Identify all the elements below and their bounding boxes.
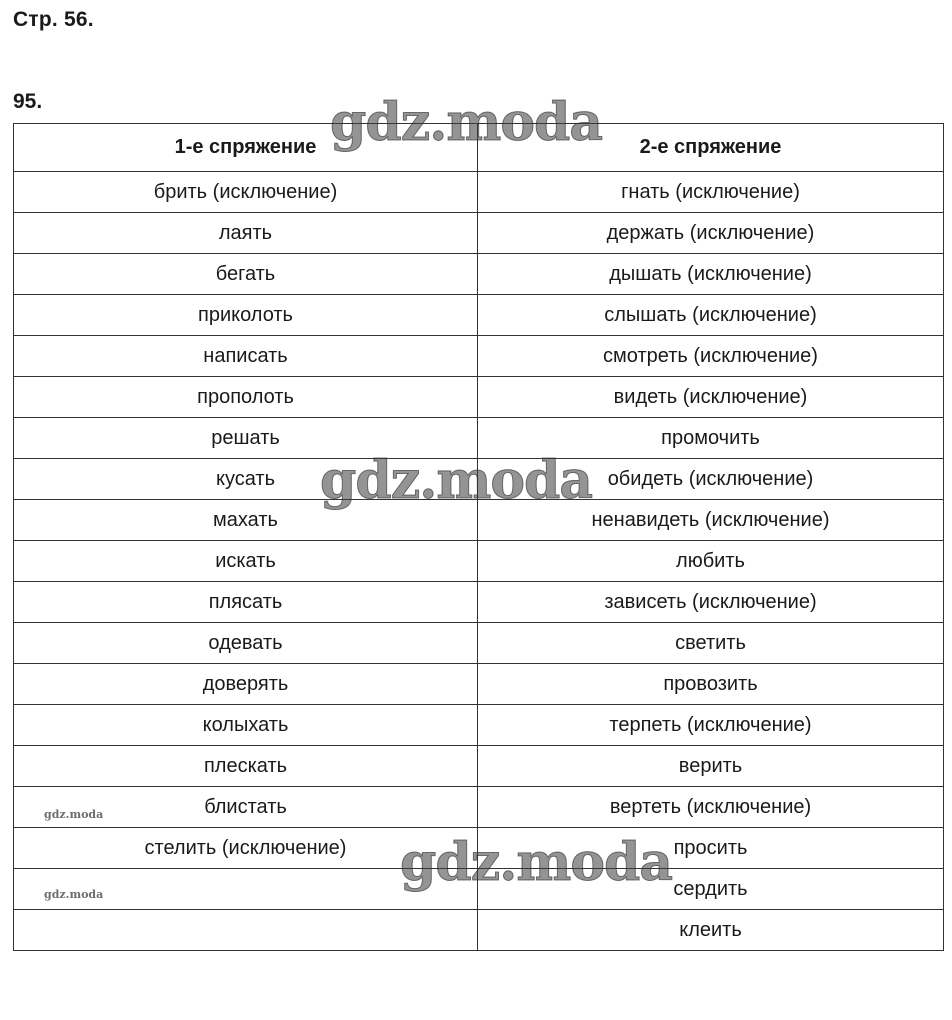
table-row: [14, 213, 944, 254]
cell-first-conjugation: доверять: [14, 664, 478, 705]
cell-first-conjugation: колыхать: [14, 705, 478, 746]
table-row: [14, 787, 944, 828]
cell-first-conjugation: махать: [14, 500, 478, 541]
cell-first-conjugation: блистать: [14, 787, 478, 828]
cell-second-conjugation: зависеть (исключение): [478, 582, 944, 623]
cell-first-conjugation: решать: [14, 418, 478, 459]
cell-first-conjugation: брить (исключение): [14, 172, 478, 213]
table-row: [14, 295, 944, 336]
table-row: [14, 500, 944, 541]
cell-second-conjugation: держать (исключение): [478, 213, 944, 254]
table-row: [14, 418, 944, 459]
table-row: [14, 705, 944, 746]
cell-second-conjugation: клеить: [478, 910, 944, 951]
cell-first-conjugation: приколоть: [14, 295, 478, 336]
cell-first-conjugation: одевать: [14, 623, 478, 664]
watermark-small: gdz.moda: [44, 888, 104, 901]
cell-first-conjugation: плясать: [14, 582, 478, 623]
cell-second-conjugation: ненавидеть (исключение): [478, 500, 944, 541]
watermark: gdz.moda: [400, 832, 673, 893]
exercise-number: 95.: [13, 90, 43, 113]
table-row: [14, 336, 944, 377]
cell-second-conjugation: слышать (исключение): [478, 295, 944, 336]
watermark: gdz.moda: [320, 450, 593, 511]
cell-second-conjugation: обидеть (исключение): [478, 459, 944, 500]
cell-second-conjugation: светить: [478, 623, 944, 664]
cell-first-conjugation: стелить (исключение): [14, 828, 478, 869]
watermark-small: gdz.moda: [44, 808, 104, 821]
table-row: [14, 377, 944, 418]
cell-second-conjugation: видеть (исключение): [478, 377, 944, 418]
header-first-conjugation: 1-е спряжение: [14, 124, 478, 172]
cell-second-conjugation: дышать (исключение): [478, 254, 944, 295]
cell-first-conjugation: бегать: [14, 254, 478, 295]
cell-second-conjugation: сердить: [478, 869, 944, 910]
cell-first-conjugation: прополоть: [14, 377, 478, 418]
cell-second-conjugation: просить: [478, 828, 944, 869]
cell-first-conjugation: кусать: [14, 459, 478, 500]
table-row: [14, 623, 944, 664]
cell-second-conjugation: промочить: [478, 418, 944, 459]
table-row: [14, 664, 944, 705]
cell-second-conjugation: вертеть (исключение): [478, 787, 944, 828]
table-row: [14, 869, 944, 910]
table-row: [14, 254, 944, 295]
cell-second-conjugation: гнать (исключение): [478, 172, 944, 213]
cell-first-conjugation: [14, 869, 478, 910]
table-row: [14, 172, 944, 213]
cell-first-conjugation: лаять: [14, 213, 478, 254]
table-row: [14, 746, 944, 787]
table-header-row: [14, 124, 944, 172]
table-row: [14, 582, 944, 623]
header-second-conjugation: 2-е спряжение: [478, 124, 944, 172]
page-reference: Стр. 56.: [13, 8, 94, 31]
cell-second-conjugation: любить: [478, 541, 944, 582]
watermark: gdz.moda: [330, 92, 603, 153]
table-body: [14, 172, 944, 951]
cell-second-conjugation: смотреть (исключение): [478, 336, 944, 377]
cell-second-conjugation: провозить: [478, 664, 944, 705]
conjugation-table: [13, 123, 944, 951]
cell-second-conjugation: верить: [478, 746, 944, 787]
table-row: [14, 541, 944, 582]
cell-first-conjugation: написать: [14, 336, 478, 377]
cell-first-conjugation: искать: [14, 541, 478, 582]
table-row: [14, 828, 944, 869]
cell-first-conjugation: плескать: [14, 746, 478, 787]
table-row: [14, 910, 944, 951]
table-row: [14, 459, 944, 500]
cell-first-conjugation: [14, 910, 478, 951]
cell-second-conjugation: терпеть (исключение): [478, 705, 944, 746]
